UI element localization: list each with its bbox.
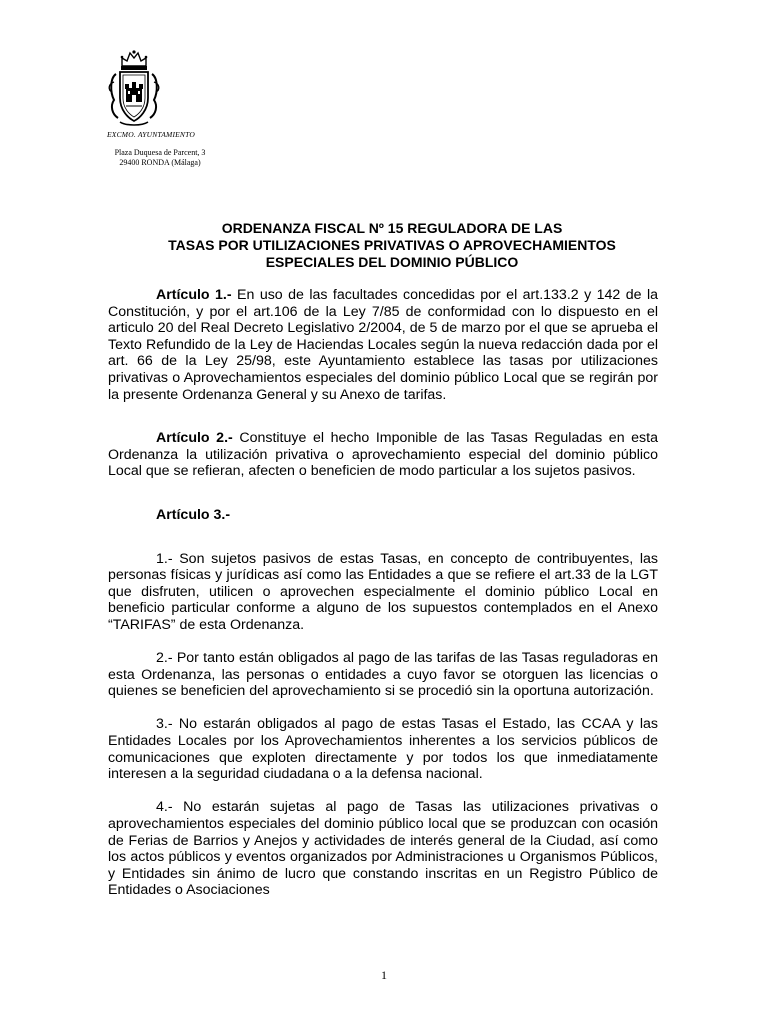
article-3-paragraph-4: 4.- No estarán sujetas al pago de Tasas las utilizaciones privativas o aprovechamientos especiales del dominio público local que se produzcan con ocasión de Ferias de Barrios y Anejos y actividades de interés general de la Ciudad, así como los actos públicos y eventos organizados por Administraciones u Organismos Públicos, y Entidades sin ánimo de lucro que constando inscritas en un Registro Público de Entidades o Asociaciones [108,799,658,899]
article-3-paragraph-1: 1.- Son sujetos pasivos de estas Tasas, en concepto de contribuyentes, las personas físicas y jurídicas así como las Entidades a que se refiere el art.33 de la LGT que disfruten, utilicen o aprovechen especialmente el dominio público Local en beneficio particular conforme a alguno de los supuestos contemplados en el Anexo “TARIFAS” de esta Ordenanza. [108,550,658,633]
document-body [108,287,658,916]
article-3-paragraph-3: 3.- No estarán obligados al pago de estas Tasas el Estado, las CCAA y las Entidades Locales por los Aprovechamientos inherentes a los servicios públicos de comunicaciones que exploten directamente y por todos los que inmediatamente interesen a la seguridad ciudadana o a la defensa nacional. [108,716,658,783]
letterhead-name: EXCMO. AYUNTAMIENTO [107,130,195,139]
article-1 [108,287,658,403]
coat-of-arms-icon [106,48,162,128]
article-1-text: En uso de las facultades concedidas por el art.133.2 y 142 de la Constitución, y por el art.106 de la Ley 7/85 de conformidad con lo dispuesto en el articulo 20 del Real Decreto Legislativo 2/2004, de 5 de marzo por el que se aprueba el Texto Refundido de la Ley de Haciendas Locales según la nueva redacción dada por el art. 66 de la Ley 25/98, este Ayuntamiento establece las tasas por utilizaciones privativas o Aprovechamientos especiales del dominio público Local que se regirán por la presente Ordenanza General y su Anexo de tarifas. [108,287,658,403]
article-2 [108,430,658,480]
document-title [108,220,676,271]
title-line-2: TASAS POR UTILIZACIONES PRIVATIVAS O APROVECHAMIENTOS [168,237,616,253]
article-3 [108,507,658,524]
article-3-paragraph-2: 2.- Por tanto están obligados al pago de las tarifas de las Tasas reguladoras en esta Ordenanza, las personas o entidades a cuyo favor se otorguen las licencias o quienes se beneficien del aprovechamiento si se procedió sin la oportuna autorización. [108,650,658,700]
address-line-2: 29400 RONDA (Málaga) [119,158,201,167]
title-line-1: ORDENANZA FISCAL Nº 15 REGULADORA DE LAS [221,220,563,236]
letterhead [100,130,230,168]
article-3-heading: Artículo 3.- [156,506,231,523]
article-2-text: Constituye el hecho Imponible de las Tasas Reguladas en esta Ordenanza la utilización privativa o aprovechamiento especial del dominio público Local que se refieran, afecten o beneficien de modo particular a los sujetos pasivos. [108,430,658,480]
title-line-3: ESPECIALES DEL DOMINIO PÚBLICO [265,254,519,270]
letterhead-address [100,148,220,168]
article-2-heading: Artículo 2.- [156,430,233,447]
page-number: 1 [381,968,387,982]
article-1-heading: Artículo 1.- [156,287,232,303]
address-line-1: Plaza Duquesa de Parcent, 3 [114,148,206,157]
